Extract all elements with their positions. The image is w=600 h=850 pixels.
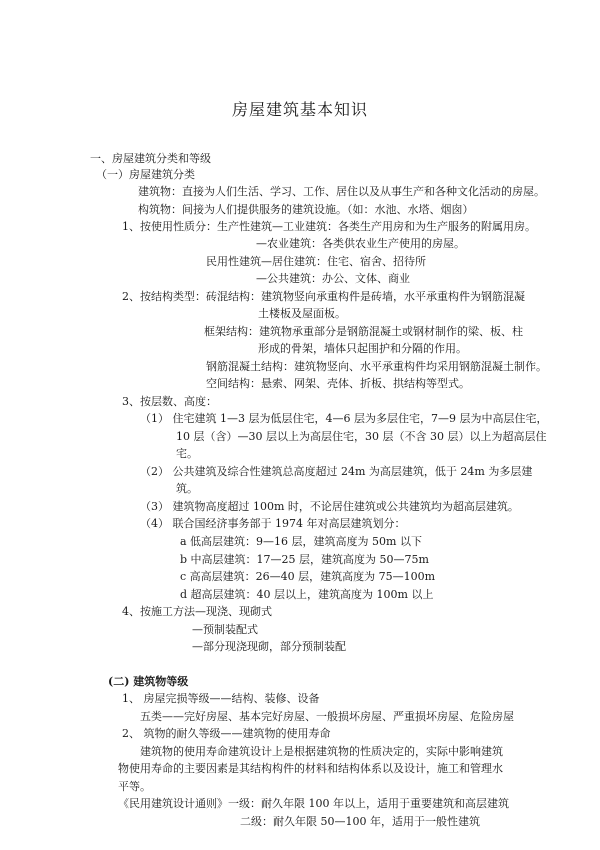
text-line: 筑。 xyxy=(176,482,198,495)
text-line: 五类——完好房屋、基本完好房屋、一般损坏房屋、严重损坏房屋、危险房屋 xyxy=(140,710,514,723)
text-line: 10 层（含）—30 层以上为高层住宅，30 层（不含 30 层）以上为超高层住 xyxy=(176,430,547,443)
text-line: b 中高层建筑：17—25 层，建筑高度为 50—75m xyxy=(180,553,429,566)
text-line: （1） 住宅建筑 1—3 层为低层住宅，4—6 层为多层住宅，7—9 层为中高层住宅， xyxy=(140,412,548,425)
text-line: 平等。 xyxy=(118,780,151,793)
text-line: 3、按层数、高度： xyxy=(122,395,217,408)
text-line: 《民用建筑设计通则》一级：耐久年限 100 年以上，适用于重要建筑和高层建筑 xyxy=(118,797,509,810)
text-line: 形成的骨架，墙体只起围护和分隔的作用。 xyxy=(258,342,467,355)
text-line: d 超高层建筑：40 层以上，建筑高度为 100m 以上 xyxy=(180,588,434,601)
text-line: 建筑物的使用寿命建筑设计上是根据建筑物的性质决定的，实际中影响建筑 xyxy=(140,745,503,758)
text-line: —农业建筑：各类供农业生产使用的房屋。 xyxy=(256,237,465,250)
text-line: —公共建筑：办公、文体、商业 xyxy=(256,272,410,285)
text-line: —部分现浇现砌，部分预制装配 xyxy=(192,640,346,653)
text-line: 2、 筑物的耐久等级——建筑物的使用寿命 xyxy=(122,727,331,740)
text-line: 土楼板及屋面板。 xyxy=(258,307,346,320)
text-line: 4、按施工方法—现浇、现砌式 xyxy=(122,605,272,618)
text-line: a 低高层建筑：9—16 层，建筑高度为 50m 以下 xyxy=(180,535,422,548)
text-line: 1、 房屋完损等级——结构、装修、设备 xyxy=(122,692,320,705)
document-title: 房屋建筑基本知识 xyxy=(231,100,368,119)
text-line: 1、按使用性质分：生产性建筑—工业建筑：各类生产用房和为生产服务的附属用房。 xyxy=(122,220,536,233)
subsection-heading-2: (二) 建筑物等级 xyxy=(108,675,189,688)
text-line: 2、按结构类型：砖混结构：建筑物竖向承重构件是砖墙，水平承重构件为钢筋混凝 xyxy=(122,290,525,303)
text-line: （2） 公共建筑及综合性建筑总高度超过 24m 为高层建筑，低于 24m 为多层建 xyxy=(140,465,533,478)
text-line: —预制装配式 xyxy=(192,623,258,636)
text-line: 构筑物：间接为人们提供服务的建筑设施。（如：水池、水塔、烟囱） xyxy=(138,203,474,216)
text-line: 钢筋混凝土结构：建筑物竖向、水平承重构件均采用钢筋混凝土制作。 xyxy=(206,360,547,373)
text-line: 建筑物：直接为人们生活、学习、工作、居住以及从事生产和各种文化活动的房屋。 xyxy=(138,185,545,198)
text-line: 空间结构：悬索、网架、壳体、折板、拱结构等型式。 xyxy=(206,377,470,390)
text-line: 二级：耐久年限 50—100 年，适用于一般性建筑 xyxy=(240,815,480,828)
text-line: c 高高层建筑：26—40 层，建筑高度为 75—100m xyxy=(180,570,436,583)
text-line: 物使用寿命的主要因素是其结构构件的材料和结构体系以及设计，施工和管理水 xyxy=(118,762,503,775)
section-heading-1: 一、房屋建筑分类和等级 xyxy=(90,152,211,165)
text-line: 民用性建筑—居住建筑：住宅、宿舍、招待所 xyxy=(206,255,426,268)
text-line: 宅。 xyxy=(176,447,198,460)
text-line: （3） 建筑物高度超过 100m 时，不论居住建筑或公共建筑均为超高层建筑。 xyxy=(140,500,519,513)
text-line: 框架结构：建筑物承重部分是钢筋混凝土或钢材制作的梁、板、柱 xyxy=(204,325,523,338)
subsection-heading-1: （一）房屋建筑分类 xyxy=(96,168,195,181)
text-line: （4） 联合国经济事务部于 1974 年对高层建筑划分： xyxy=(140,517,406,530)
